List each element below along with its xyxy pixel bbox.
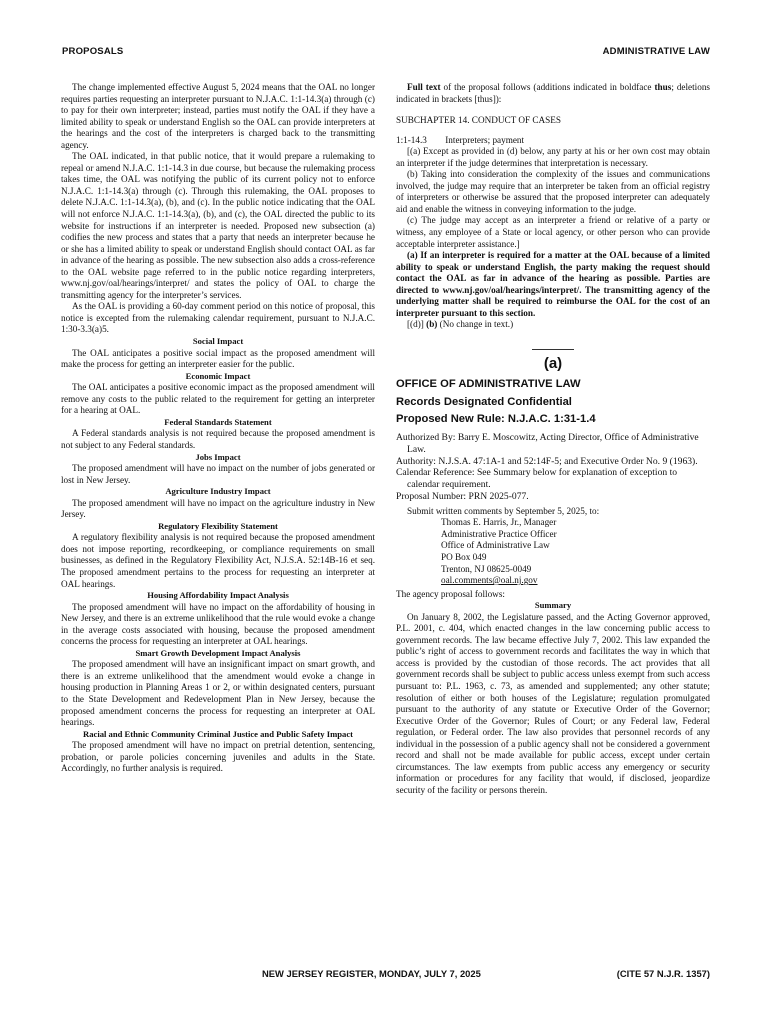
subchapter-heading: SUBCHAPTER 14. CONDUCT OF CASES bbox=[396, 115, 561, 126]
email-link[interactable]: oal.comments@oal.nj.gov bbox=[441, 575, 538, 586]
address-line: Trenton, NJ 08625-0049 bbox=[441, 563, 532, 574]
section-heading-jobs: Jobs Impact bbox=[195, 451, 241, 462]
section-heading-agriculture: Agriculture Industry Impact bbox=[165, 486, 271, 497]
section-heading-smart-growth: Smart Growth Development Impact Analysis bbox=[135, 647, 301, 658]
authority: Authority: N.J.S.A. 47:1A-1 and 52:14F-5; and Executive Order No. 9 (1963). bbox=[396, 455, 698, 467]
rule-subsection-d: [(d)] (b) (No change in text.) bbox=[407, 319, 514, 330]
rule-subsection-a: [(a) Except as provided in (d) below, any party at his or her own cost may obtain an interpreter if the judge determines that interpretation is necessary. bbox=[396, 146, 710, 168]
running-header-left: PROPOSALS bbox=[62, 46, 124, 57]
records-heading: Records Designated Confidential bbox=[396, 395, 572, 408]
paragraph: The proposed amendment will have no impact on the agriculture industry in New Jersey. bbox=[61, 497, 375, 520]
rule-new-subsection-a: (a) If an interpreter is required for a matter at the OAL because of a limited ability to speak or understand English, the party making the request should contact the OAL as far in advance of the hearing as possible. Parties are directed to www.nj.gov/oal/hearings/interpret/. The transmitting agency of the underlying matter shall be required to reimburse the OAL for the cost of an interpreter pursuant to this section. bbox=[396, 250, 710, 318]
full-text-note: Full text of the proposal follows (additions indicated in boldface thus; deletions indicated in brackets [thus]): bbox=[396, 82, 710, 104]
agency-proposal-follows: The agency proposal follows: bbox=[396, 588, 505, 599]
section-heading-racial-ethnic: Racial and Ethnic Community Criminal Justice and Public Safety Impact bbox=[83, 728, 353, 739]
section-heading-social: Social Impact bbox=[192, 336, 244, 347]
address-line: Administrative Practice Officer bbox=[441, 528, 557, 539]
paragraph: The change implemented effective August 5, 2024 means that the OAL no longer requires parties requesting an interpreter pursuant to N.J.A.C. 1:1-14.3(a) through (c) to pay for their own interpreter; instead, parties must notify the OAL if they have a limited ability to speak or understand English so the OAL can provide interpreters at the hearings and the cost of the interpreters is charged back to the transmitting agency. bbox=[61, 82, 375, 150]
section-heading-summary: Summary bbox=[534, 600, 572, 611]
paragraph: The proposed amendment will have no impact on the number of jobs generated or lost in New Jersey. bbox=[61, 463, 375, 485]
section-heading-housing: Housing Affordability Impact Analysis bbox=[147, 590, 289, 601]
calendar-reference: Calendar Reference: See Summary below for explanation of exception to calendar requirement. bbox=[396, 467, 678, 491]
paragraph: The OAL anticipates a positive social impact as the proposed amendment will make the process for getting an interpreter easier for the public. bbox=[61, 347, 375, 370]
proposed-rule-heading: Proposed New Rule: N.J.A.C. 1:31-1.4 bbox=[396, 413, 596, 426]
authorized-by: Authorized By: Barry E. Moscowitz, Acting Director, Office of Administrative Law. bbox=[396, 431, 699, 455]
paragraph: As the OAL is providing a 60-day comment period on this notice of proposal, this notice is excepted from the rulemaking calendar requirement, pursuant to N.J.A.C. 1:30-3.3(a)5. bbox=[61, 301, 375, 335]
section-heading-federal: Federal Standards Statement bbox=[164, 416, 272, 427]
paragraph: A Federal standards analysis is not required because the proposed amendment is not subject to any Federal standards. bbox=[61, 428, 375, 450]
rule-subsection-b: (b) Taking into consideration the complexity of the issues and communications involved, the judge may require that an interpreter be taken from an official registry of interpreters or otherwise be assured that the proposed interpreter can adequately aid and enable the witness in conveying information to the judge. bbox=[396, 169, 710, 214]
paragraph: On January 8, 2002, the Legislature passed, and the Acting Governor approved, P.L. 2001, c. 404, which enacted changes in the law concerning public access to government records. The law became effective July 7, 2002. This law expanded the public’s right of access to government records and facilitates the way in which that access is provided by the custodian of those records. The act provides that all government records shall be subject to public access unless exempt from such access pursuant to: P.L. 1963, c. 73, as amended and supplemented; any other statute; resolution of either or both houses of the Legislature; regulation promulgated pursuant to the authority of any statute or Executive Order of the Governor; Executive Order of the Governor; Rules of Court; or any Federal law, Federal regulation, or Federal order. The law also provides that personnel records of any individual in the possession of a public agency shall not be considered a government record and shall not be made available for public access, except under certain circumstances. The law exempts from public access any emergency or security information or procedures for any facility that would, if disclosed, jeopardize security of the facility or persons therein. bbox=[396, 611, 710, 795]
address-line: Thomas E. Harris, Jr., Manager bbox=[441, 517, 557, 528]
paragraph: The proposed amendment will have no impact on pretrial detention, sentencing, probation, or parole policies concerning juveniles and adults in the State. Accordingly, no further analysis is required. bbox=[61, 740, 375, 774]
item-code: (a) bbox=[543, 354, 563, 372]
submit-comments: Submit written comments by September 5, 2025, to: bbox=[407, 505, 600, 516]
paragraph: The proposed amendment will have an insignificant impact on smart growth, and there is an extreme unlikelihood that the amendment would evoke a change in housing production in Planning Areas 1 or 2, or within designated centers, pursuant to the State Development and Redevelopment Plan in New Jersey, because the proposed amendment concerns the process for requesting an interpreter at OAL hearings. bbox=[61, 659, 375, 728]
left-column bbox=[61, 82, 375, 775]
divider bbox=[532, 349, 574, 350]
address-line: PO Box 049 bbox=[441, 551, 487, 562]
footer-citation: (CITE 57 N.J.R. 1357) bbox=[616, 968, 710, 979]
rule-title: 1:1-14.3 Interpreters; payment bbox=[396, 134, 525, 145]
footer-center: NEW JERSEY REGISTER, MONDAY, JULY 7, 2025 bbox=[262, 968, 481, 979]
paragraph: The OAL indicated, in that public notice, that it would prepare a rulemaking to repeal or amend N.J.A.C. 1:1-14.3 in due course, but because the rulemaking process takes time, the OAL was notifying the public of its current policy not to enforce N.J.A.C. 1:1-14.3(a) through (c). Through this rulemaking, the OAL proposes to delete N.J.A.C. 1:1-14.3(a), (b), and (c). In the public notice indicating that the OAL will not enforce N.J.A.C. 1:1-14.3(a), (b), and (c), the OAL directed the public to its website for instructions if an interpreter is needed. Proposed new subsection (a) codifies the new process and states that a party that needs an interpreter because he or she has a limited ability to speak or understand English should contact OAL as far in advance of the hearing as possible. The new subsection also adds a cross-reference to the OAL website page referred to in the public notice regarding interpreters, www.nj.gov/oal/hearings/interpret/ and states the policy of OAL to charge the transmitting agency for the interpreter’s services. bbox=[61, 151, 375, 300]
right-column bbox=[396, 82, 710, 796]
proposal-number: Proposal Number: PRN 2025-077. bbox=[396, 490, 529, 502]
agency-heading: OFFICE OF ADMINISTRATIVE LAW bbox=[396, 378, 581, 391]
rule-subsection-c: (c) The judge may accept as an interpreter a friend or relative of a party or witness, any employee of a State or local agency, or other person who can provide acceptable interpreter assistance.] bbox=[396, 215, 710, 249]
paragraph: The proposed amendment will have no impact on the affordability of housing in New Jersey, and there is an extreme unlikelihood that the rule would evoke a change in the average costs associated with housing, because the proposed amendment concerns the process for requesting an interpreter at OAL hearings. bbox=[61, 601, 375, 647]
running-header-right: ADMINISTRATIVE LAW bbox=[602, 46, 710, 57]
section-heading-regflex: Regulatory Flexibility Statement bbox=[158, 520, 278, 531]
paragraph: The OAL anticipates a positive economic impact as the proposed amendment will remove any costs to the public related to the requirement for getting an interpreter for a hearing at OAL. bbox=[61, 382, 375, 416]
paragraph: A regulatory flexibility analysis is not required because the proposed amendment does not impose reporting, recordkeeping, or compliance requirements on small businesses, as defined in the Regulatory Flexibility Act, N.J.S.A. 52:14B-16 et seq. The proposed amendment pertains to the process for requesting an interpreter at OAL hearings. bbox=[61, 532, 375, 589]
address-line: Office of Administrative Law bbox=[441, 540, 550, 551]
section-heading-economic: Economic Impact bbox=[185, 370, 251, 381]
